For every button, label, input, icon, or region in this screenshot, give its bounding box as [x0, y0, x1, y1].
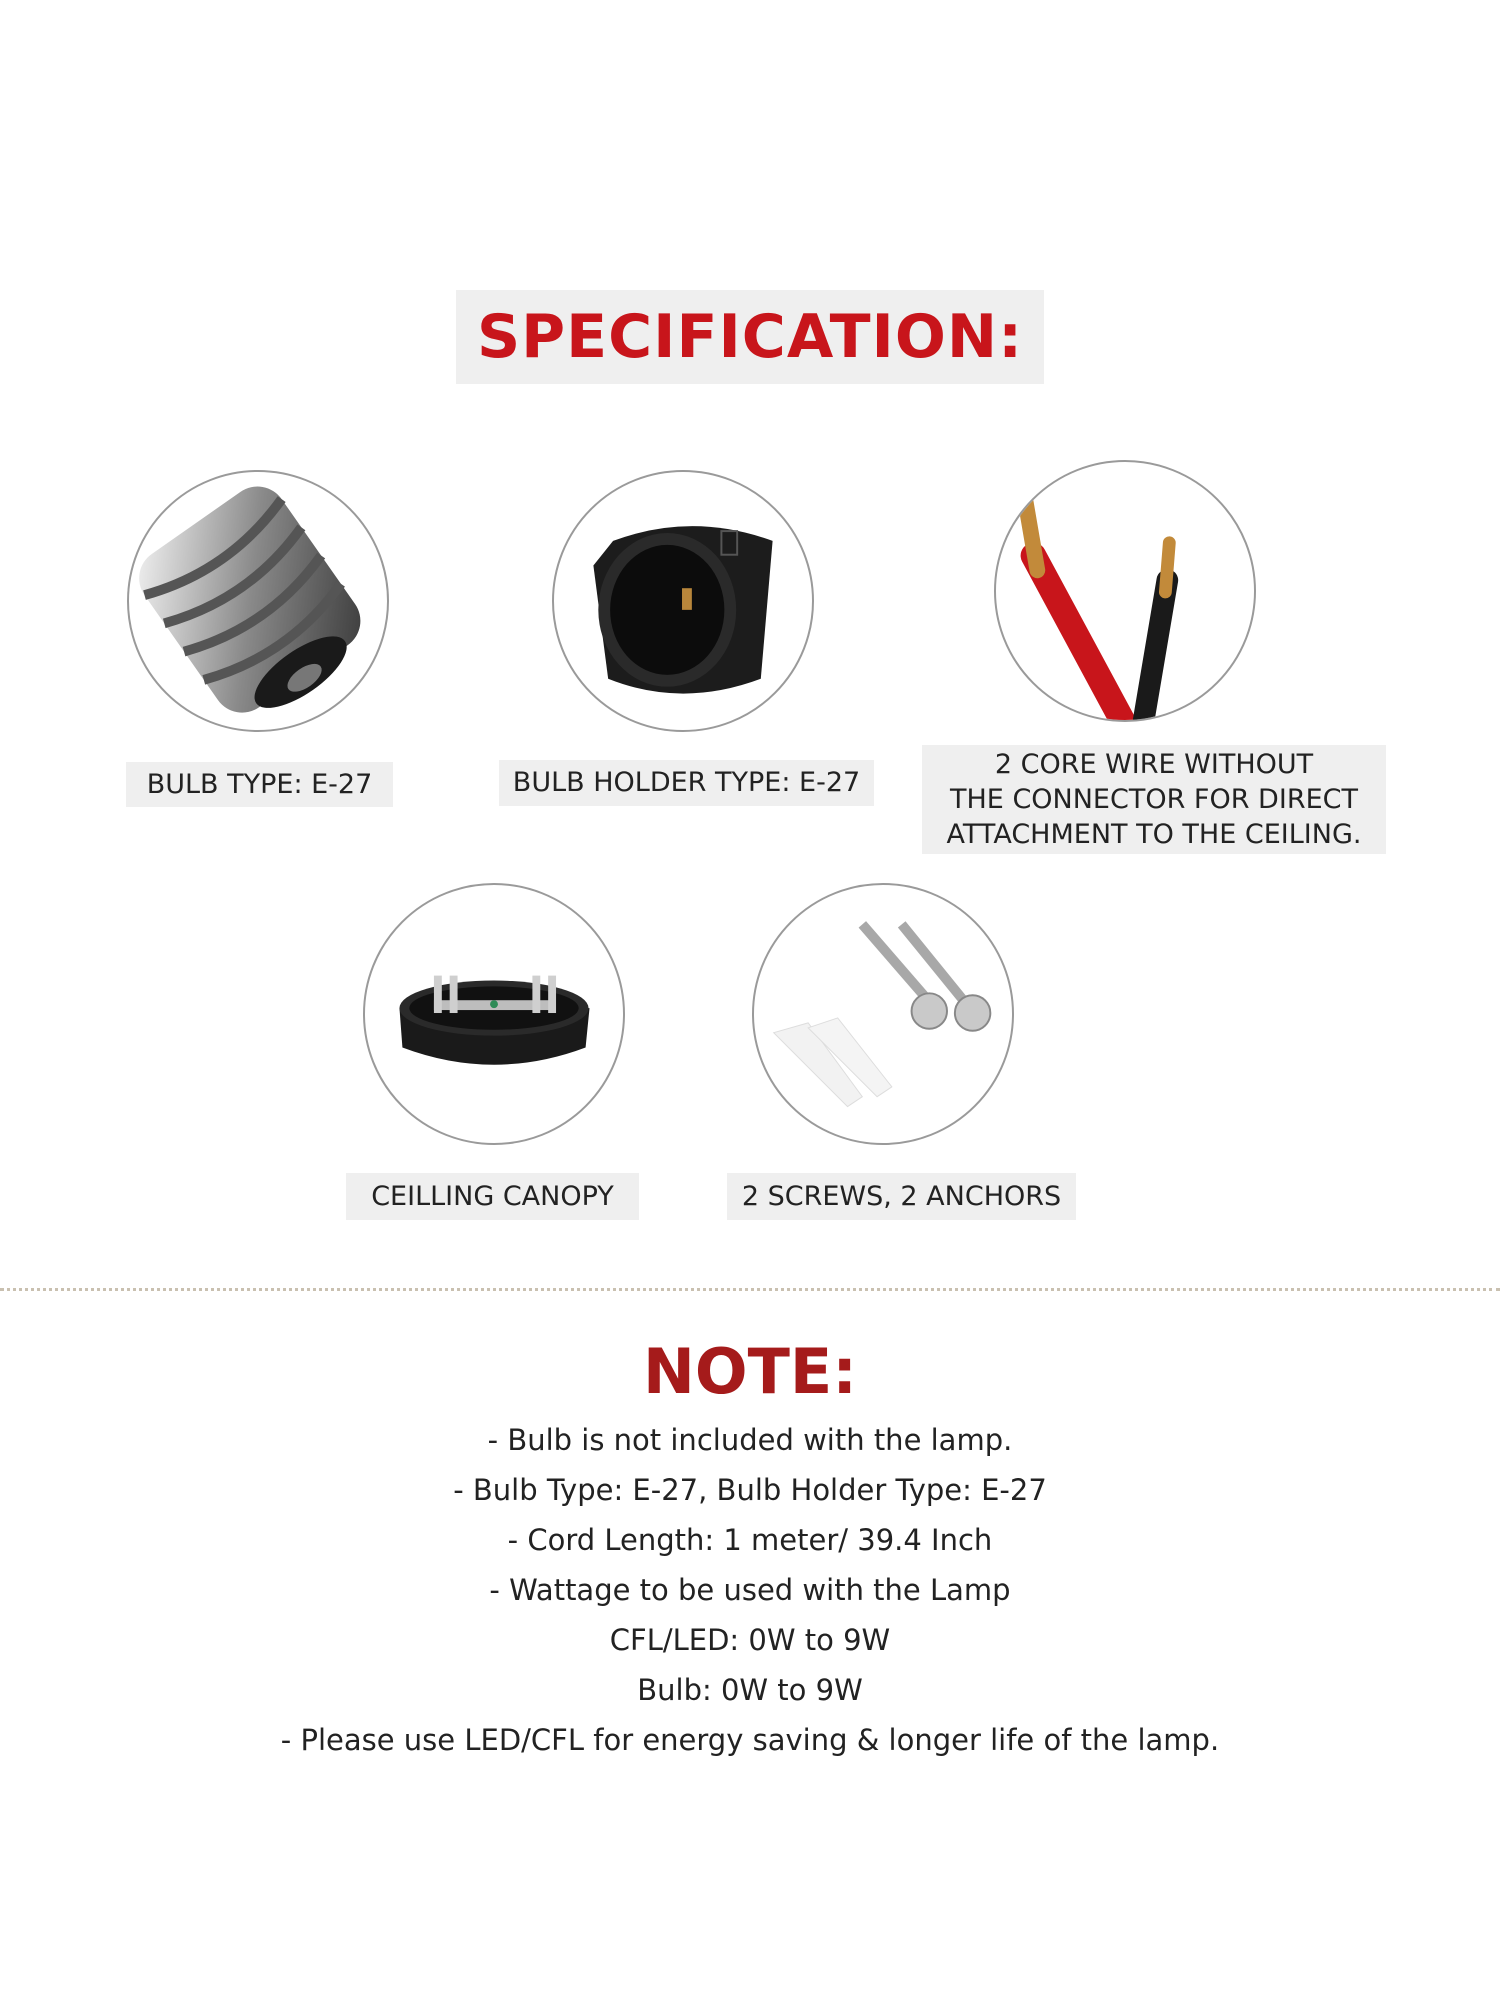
note-line: - Wattage to be used with the Lamp — [489, 1573, 1011, 1607]
section-divider — [0, 1288, 1500, 1291]
canopy-icon — [365, 885, 623, 1143]
bulb-holder-icon — [554, 472, 812, 730]
note-line: - Bulb Type: E-27, Bulb Holder Type: E-27 — [453, 1473, 1047, 1507]
note-line: - Bulb is not included with the lamp. — [487, 1423, 1013, 1457]
screws-anchors-label: 2 SCREWS, 2 ANCHORS — [727, 1173, 1076, 1220]
screws-image — [752, 883, 1014, 1145]
bulb-holder-type-label: BULB HOLDER TYPE: E-27 — [499, 760, 874, 806]
wire-label-line: ATTACHMENT TO THE CEILING. — [946, 819, 1362, 851]
note-line: - Please use LED/CFL for energy saving & longer life of the lamp. — [280, 1723, 1220, 1757]
note-lines — [0, 1415, 1500, 1765]
bulb-base-icon — [129, 472, 387, 730]
wire-label-line: THE CONNECTOR FOR DIRECT — [950, 783, 1358, 815]
note-line: CFL/LED: 0W to 9W — [609, 1623, 891, 1657]
note-line: - Cord Length: 1 meter/ 39.4 Inch — [507, 1523, 993, 1557]
bulb-base-image — [127, 470, 389, 732]
bulb-type-label: BULB TYPE: E-27 — [126, 762, 393, 807]
screws-icon — [754, 885, 1012, 1143]
note-title: NOTE: — [642, 1335, 858, 1408]
wire-image — [994, 460, 1256, 722]
wire-icon — [996, 462, 1254, 720]
wire-label-line: 2 CORE WIRE WITHOUT — [994, 748, 1314, 780]
canopy-image — [363, 883, 625, 1145]
bulb-holder-image — [552, 470, 814, 732]
wire-label — [922, 745, 1386, 854]
specification-title: SPECIFICATION: — [456, 290, 1044, 384]
ceiling-canopy-label: CEILLING CANOPY — [346, 1173, 639, 1220]
note-line: Bulb: 0W to 9W — [637, 1673, 863, 1707]
